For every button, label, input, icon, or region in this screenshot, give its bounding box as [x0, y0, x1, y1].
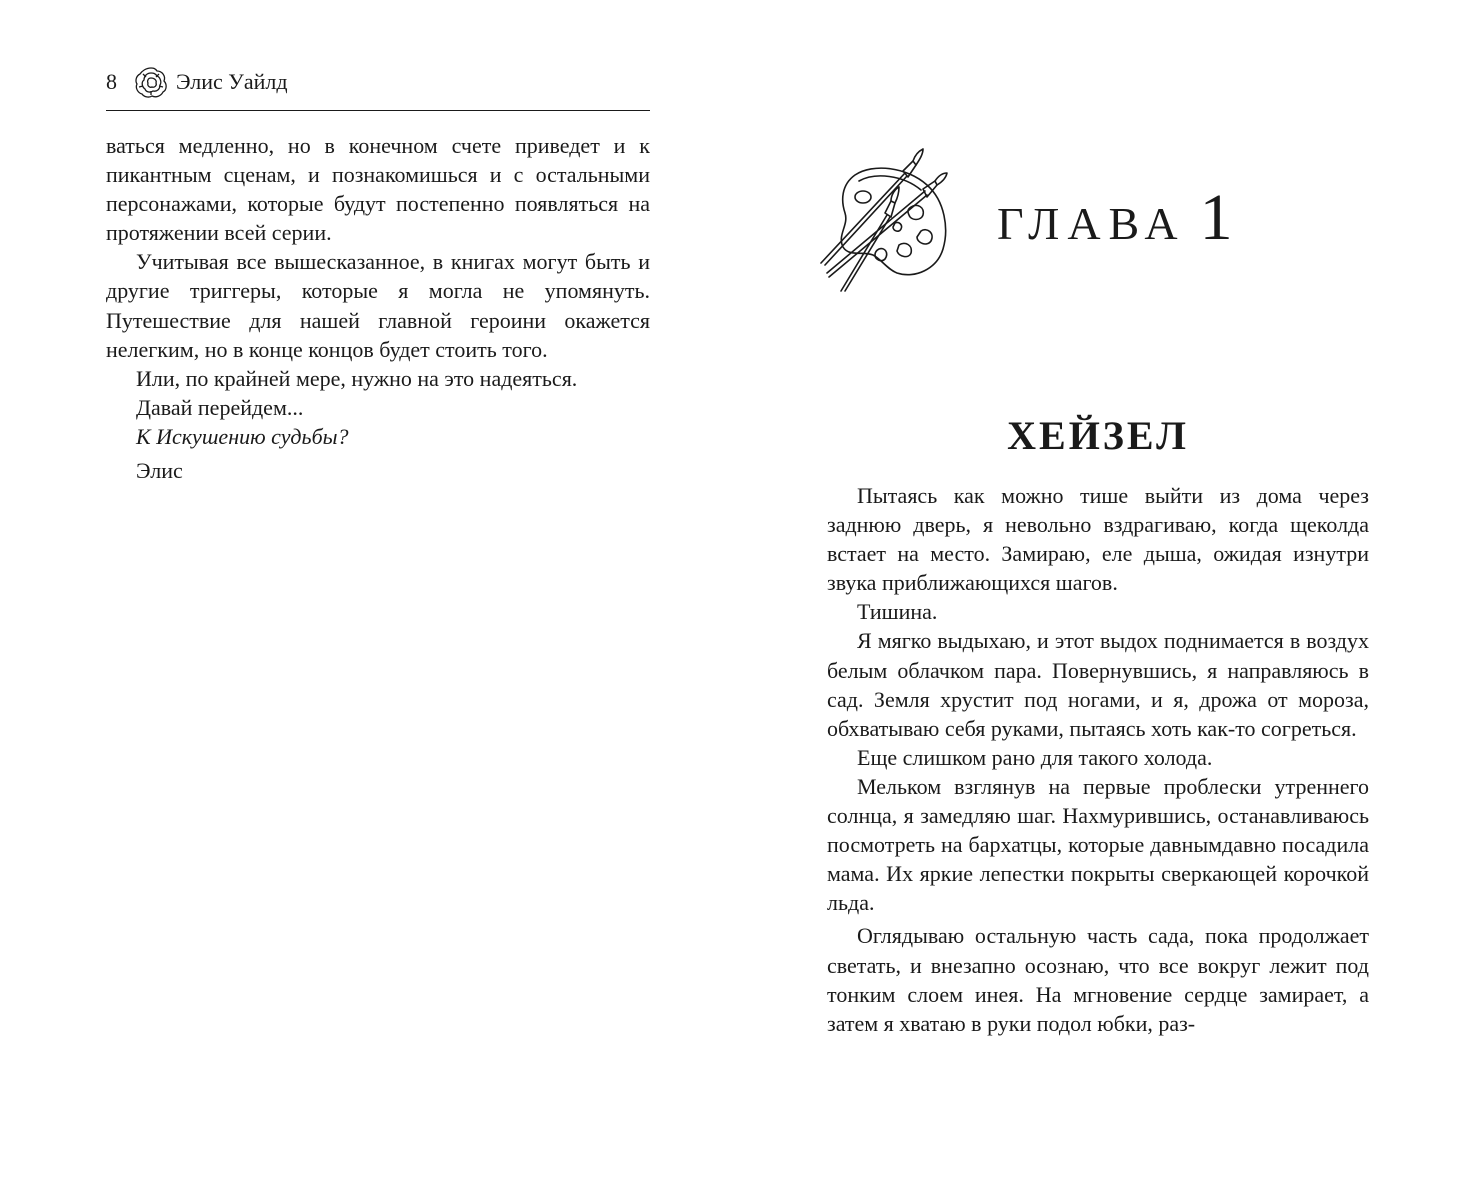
chapter-number: 1: [1199, 181, 1241, 254]
paragraph: Еще слишком рано для такого холода.: [857, 744, 1213, 770]
right-page-text: [827, 481, 1369, 1038]
chapter-label: глава: [997, 181, 1186, 254]
chapter-heading: [997, 178, 1241, 258]
left-page-text: [106, 131, 650, 485]
paragraph: Оглядываю остальную часть сада, пока продолжает светать, и внезапно осознаю, что все вокруг лежит под тонким слоем инея. На мгновение сердце замирает, а затем я хватаю в руки подол юбки, раз-: [827, 923, 1369, 1036]
paint-palette-icon: [815, 145, 955, 295]
paragraph: Я мягко выдыхаю, и этот выдох поднимается в воздух белым облачком пара. Повернувшись, я направляюсь в сад. Земля хрустит под ногами, и я, дрожа от мороза, обхватываю себя руками, пытаясь хоть как-то согреться.: [827, 628, 1369, 741]
paragraph: Давай перейдем...: [136, 394, 304, 420]
paragraph: Тишина.: [857, 599, 938, 625]
flower-ornament-icon: [133, 65, 169, 99]
paragraph: ваться медленно, но в конечном счете приведет и к пикантным сценам, и познакомишься и с остальными персонажами, которые будут постепенно появляться на протяжении всей серии.: [106, 133, 650, 246]
paragraph: Мельком взглянув на первые проблески утреннего солнца, я замедляю шаг. Нахмурившись, останавливаюсь посмотреть на бархатцы, которые давнымдавно посадила мама. Их яркие лепестки покрыты сверкающей корочкой льда.: [827, 773, 1369, 916]
character-name: ХЕЙЗЕЛ: [1007, 413, 1189, 458]
running-head: [106, 62, 650, 111]
paragraph-italic: К Искушению судьбы?: [136, 423, 349, 449]
page-number: 8: [106, 69, 117, 94]
paragraph: Учитывая все вышесказанное, в книгах могут быть и другие триггеры, которые я могла не упомянуть. Путешествие для нашей главной героини окажется нелегким, но в конце концов будет стоить того.: [106, 249, 650, 362]
running-head-author: Элис Уайлд: [176, 69, 288, 94]
signature: Элис: [136, 458, 183, 484]
paragraph: Или, по крайней мере, нужно на это надеяться.: [136, 365, 578, 391]
paragraph: Пытаясь как можно тише выйти из дома через заднюю дверь, я невольно вздрагиваю, когда щеколда встает на место. Замираю, еле дыша, ожидая изнутри звука приближающихся шагов.: [827, 483, 1369, 596]
